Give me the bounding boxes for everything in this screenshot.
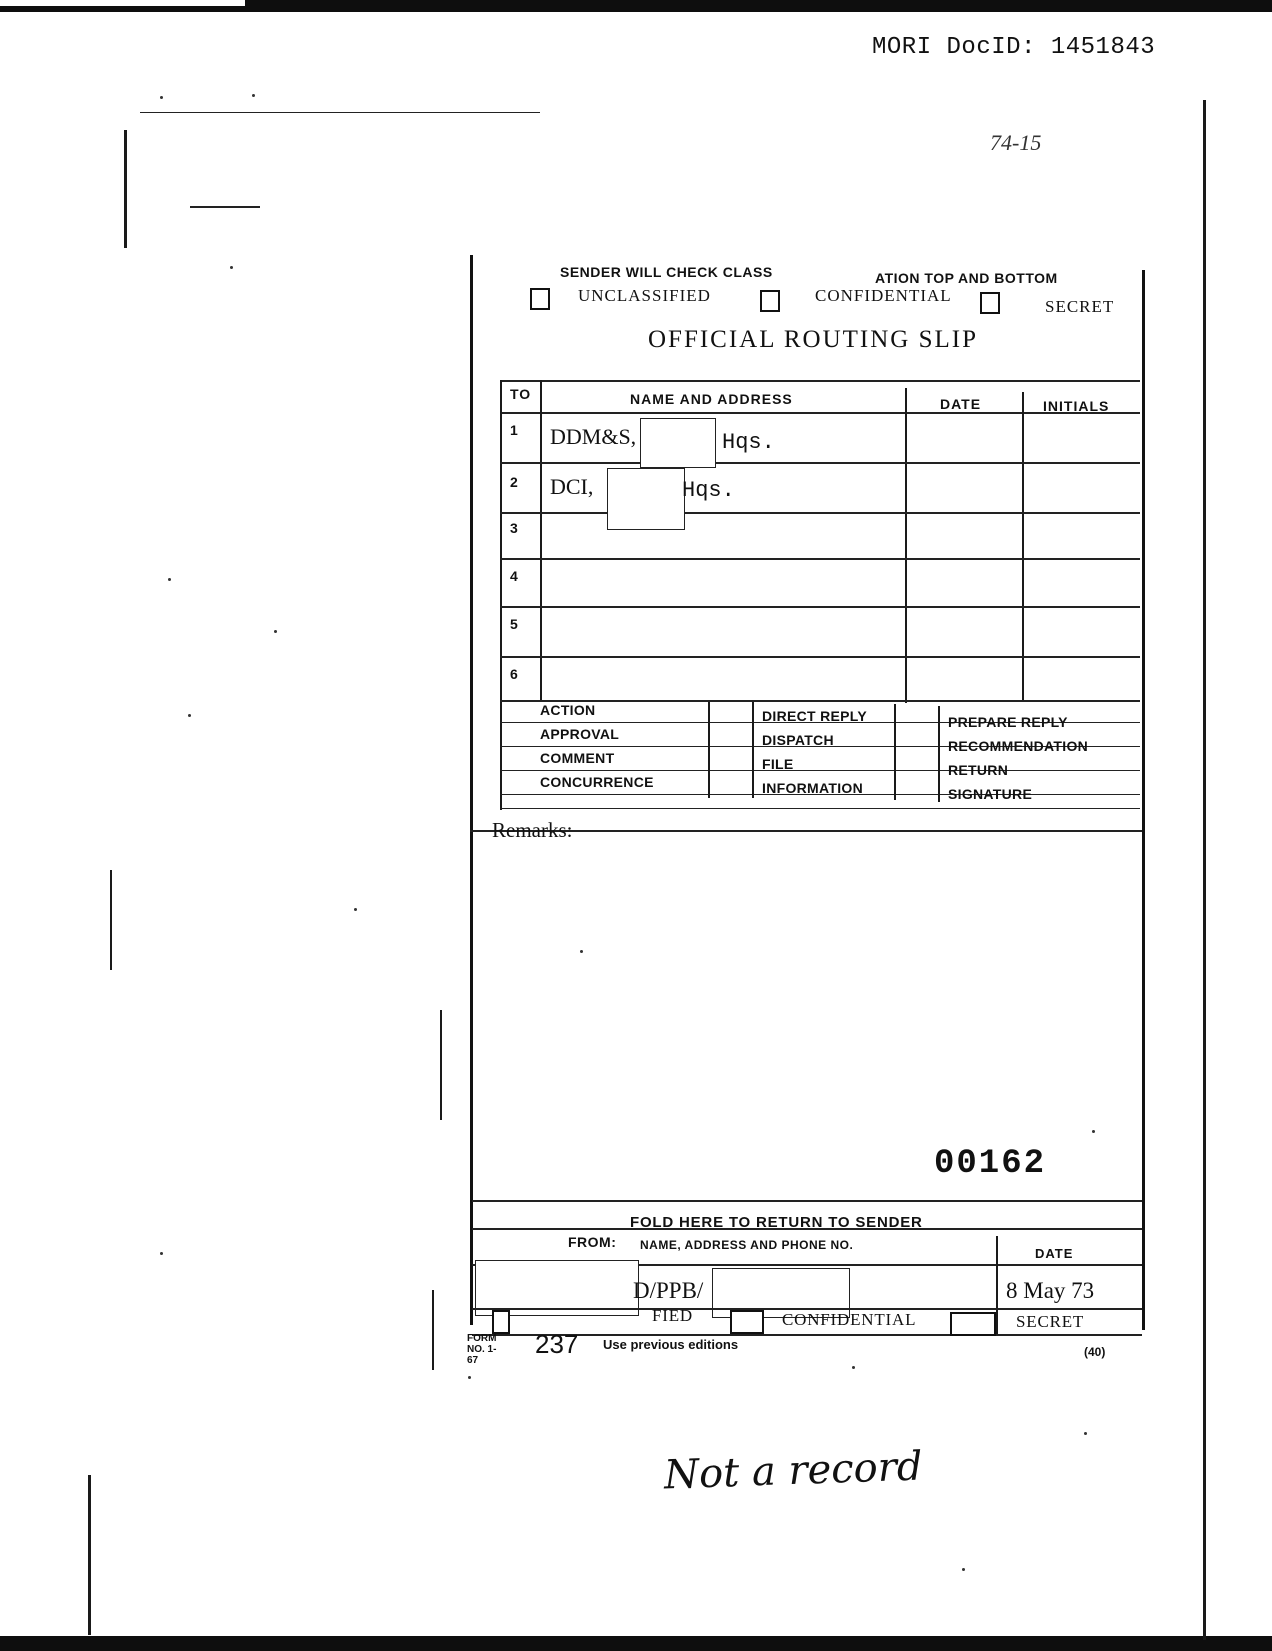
- speckle: [274, 630, 277, 633]
- row-rule-3: [500, 558, 1140, 560]
- page-edge-left-lower: [88, 1475, 91, 1635]
- confidential-checkbox-top[interactable]: [760, 290, 780, 312]
- scan-mark: [190, 206, 260, 208]
- action-item: DISPATCH: [762, 732, 834, 748]
- from-label: FROM:: [568, 1234, 617, 1250]
- action-item: FILE: [762, 756, 794, 772]
- secret-label-bottom: SECRET: [1016, 1312, 1085, 1331]
- date-col-rule: [1022, 392, 1024, 700]
- speckle: [962, 1568, 965, 1571]
- row-rule-1: [500, 462, 1140, 464]
- secret-checkbox-bottom[interactable]: [950, 1312, 996, 1336]
- speckle: [1092, 1130, 1095, 1133]
- confidential-label-bottom: CONFIDENTIAL: [782, 1310, 917, 1329]
- fold-rule: [472, 1200, 1142, 1202]
- unclassified-label-bottom: FIED: [652, 1306, 693, 1325]
- speckle: [468, 1376, 471, 1379]
- action-item: APPROVAL: [540, 726, 620, 742]
- speckle: [188, 714, 191, 717]
- unclassified-label-top: UNCLASSIFIED: [578, 286, 711, 305]
- sender-date: 8 May 73: [1006, 1278, 1095, 1303]
- confidential-label-top: CONFIDENTIAL: [815, 286, 952, 305]
- form-border-right: [1142, 270, 1145, 1330]
- remarks-label: Remarks:: [492, 818, 573, 842]
- row-2-suffix: Hqs.: [682, 478, 735, 503]
- speckle: [230, 266, 233, 269]
- form-code: (40): [1084, 1345, 1106, 1359]
- action-item: ACTION: [540, 702, 596, 718]
- action-item: RECOMMENDATION: [948, 738, 1089, 754]
- page-edge-left-mid: [110, 870, 112, 970]
- previous-editions-note: Use previous editions: [603, 1337, 739, 1352]
- sender-note: SENDER WILL CHECK CLASS: [560, 264, 773, 280]
- row-2-name: DCI,: [550, 474, 594, 499]
- speckle: [160, 96, 163, 99]
- scan-bottom-edge: [0, 1636, 1272, 1651]
- sender-office: D/PPB/: [633, 1278, 704, 1303]
- handwritten-note: Not a record: [663, 1443, 924, 1499]
- scan-top-rule: [140, 112, 540, 113]
- stamp-number: 00162: [934, 1145, 1047, 1183]
- action-col-rule-3: [894, 704, 896, 800]
- row-rule-6: [500, 700, 1140, 702]
- unclassified-checkbox-bottom[interactable]: [492, 1310, 510, 1334]
- row-number: 6: [510, 666, 518, 682]
- action-item: COMMENT: [540, 750, 615, 766]
- initials-header: INITIALS: [1043, 398, 1110, 414]
- action-item: PREPARE REPLY: [948, 714, 1068, 730]
- action-item: INFORMATION: [762, 780, 864, 796]
- page-edge-right: [1203, 100, 1206, 1640]
- confidential-checkbox-bottom[interactable]: [730, 1310, 764, 1334]
- fold-note: FOLD HERE TO RETURN TO SENDER: [630, 1214, 923, 1231]
- action-col-rule-4: [938, 706, 940, 802]
- speckle: [1084, 1432, 1087, 1435]
- secret-checkbox-top[interactable]: [980, 292, 1000, 314]
- row-1-suffix: Hqs.: [722, 430, 775, 455]
- to-col-rule: [540, 380, 542, 700]
- table-top-rule: [500, 380, 1140, 382]
- action-col-rule-1: [708, 702, 710, 798]
- date-header: DATE: [940, 396, 982, 412]
- speckle: [354, 908, 357, 911]
- form-title: OFFICIAL ROUTING SLIP: [648, 326, 978, 353]
- form-number: 237: [535, 1329, 579, 1359]
- row-number: 1: [510, 422, 518, 438]
- speckle: [160, 1252, 163, 1255]
- reference-number: 74-15: [990, 130, 1042, 155]
- speckle: [252, 94, 255, 97]
- unclassified-checkbox-top[interactable]: [530, 288, 550, 310]
- redaction-box: [640, 418, 716, 468]
- row-number: 2: [510, 474, 518, 490]
- row-number: 3: [510, 520, 518, 536]
- action-item: DIRECT REPLY: [762, 708, 867, 724]
- speckle: [168, 578, 171, 581]
- doc-id: MORI DocID: 1451843: [872, 34, 1156, 61]
- sender-note-continued: ATION TOP AND BOTTOM: [875, 270, 1058, 286]
- page-edge-left: [124, 130, 127, 248]
- redaction-box: [607, 468, 685, 530]
- row-rule-5: [500, 656, 1140, 658]
- from-date-label: DATE: [1035, 1246, 1074, 1261]
- action-item: CONCURRENCE: [540, 774, 654, 790]
- secret-label-top: SECRET: [1045, 297, 1115, 316]
- action-col-rule-2: [752, 702, 754, 798]
- from-description: NAME, ADDRESS AND PHONE NO.: [640, 1238, 854, 1252]
- scan-top-edge-gap: [0, 0, 245, 6]
- action-item: RETURN: [948, 762, 1009, 778]
- form-number-label: FORM NO. 1-67: [467, 1333, 497, 1366]
- from-date-col-rule: [996, 1236, 998, 1336]
- row-rule-4: [500, 606, 1140, 608]
- speckle: [852, 1366, 855, 1369]
- row-1-name: DDM&S,: [550, 424, 637, 449]
- action-rule-5: [500, 808, 1140, 809]
- action-rule-3: [500, 770, 1140, 771]
- binder-mark-1: [440, 1010, 442, 1120]
- speckle: [580, 950, 583, 953]
- action-item: SIGNATURE: [948, 786, 1033, 802]
- form-border-left: [470, 255, 473, 1325]
- name-address-header: NAME AND ADDRESS: [630, 391, 793, 407]
- binder-mark-2: [432, 1290, 434, 1370]
- row-number: 4: [510, 568, 518, 584]
- row-number: 5: [510, 616, 518, 632]
- row-rule-2: [500, 512, 1140, 514]
- to-header: TO: [510, 386, 532, 402]
